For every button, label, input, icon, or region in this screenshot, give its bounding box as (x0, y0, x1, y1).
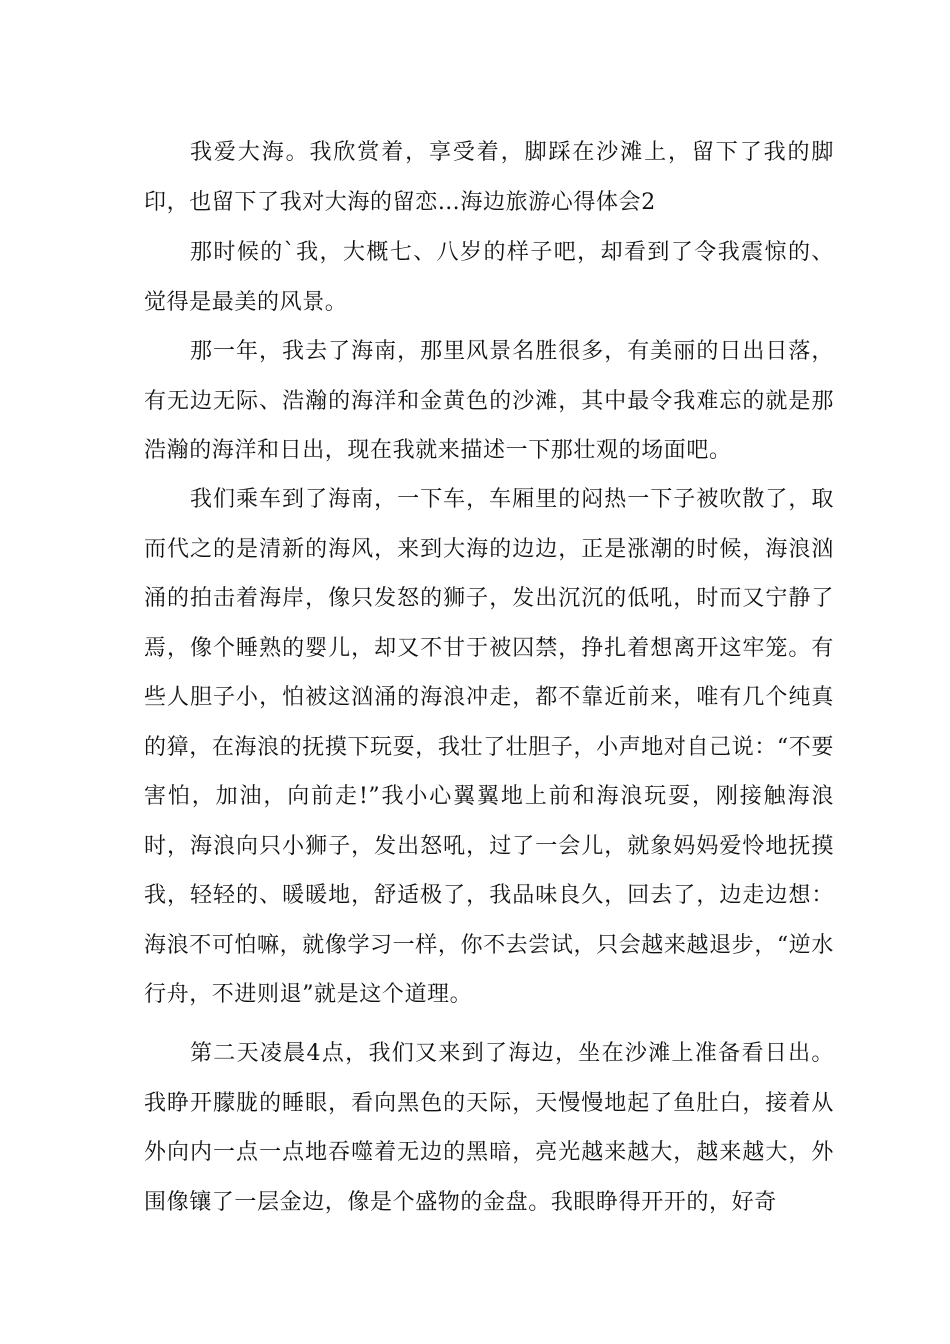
paragraph-3: 那一年，我去了海南，那里风景名胜很多，有美丽的日出日落，有无边无际、浩瀚的海洋和金黄色的沙滩，其中最令我难忘的就是那浩瀚的海洋和日出，现在我就来描述一下那壮观的场面吧。 (144, 339, 834, 463)
paragraph-5: 第二天凌晨4点，我们又来到了海边，坐在沙滩上准备看日出。我睁开朦胧的睡眼，看向黑色的天际，天慢慢地起了鱼肚白，接着从外向内一点一点地吞噬着无边的黑暗，亮光越来越大，越来越大，外围像镶了一层金边，像是个盛物的金盘。我眼睁得开开的，好奇 (144, 1041, 834, 1215)
paragraph-2: 那时候的`我，大概七、八岁的样子吧，却看到了令我震惊的、觉得是最美的风景。 (144, 240, 834, 315)
paragraph-1: 我爱大海。我欣赏着，享受着，脚踩在沙滩上，留下了我的脚印，也留下了我对大海的留恋…海边旅游心得体会2 (144, 140, 834, 215)
paragraph-4: 我们乘车到了海南，一下车，车厢里的闷热一下子被吹散了，取而代之的是清新的海风，来到大海的边边，正是涨潮的时候，海浪汹涌的拍击着海岸，像只发怒的狮子，发出沉沉的低吼，时而又宁静了焉，像个睡熟的婴儿，却又不甘于被囚禁，挣扎着想离开这牢笼。有些人胆子小，怕被这汹涌的海浪冲走，都不靠近前来，唯有几个纯真的獐，在海浪的抚摸下玩耍，我壮了壮胆子，小声地对自己说：“不要害怕，加油，向前走!”我小心翼翼地上前和海浪玩耍，刚接触海浪时，海浪向只小狮子，发出怒吼，过了一会儿，就象妈妈爱怜地抚摸我，轻轻的、暖暖地，舒适极了，我品味良久，回去了，边走边想：海浪不可怕嘛，就像学习一样，你不去尝试，只会越来越退步，“逆水行舟，不进则退”就是这个道理。 (144, 487, 834, 1007)
